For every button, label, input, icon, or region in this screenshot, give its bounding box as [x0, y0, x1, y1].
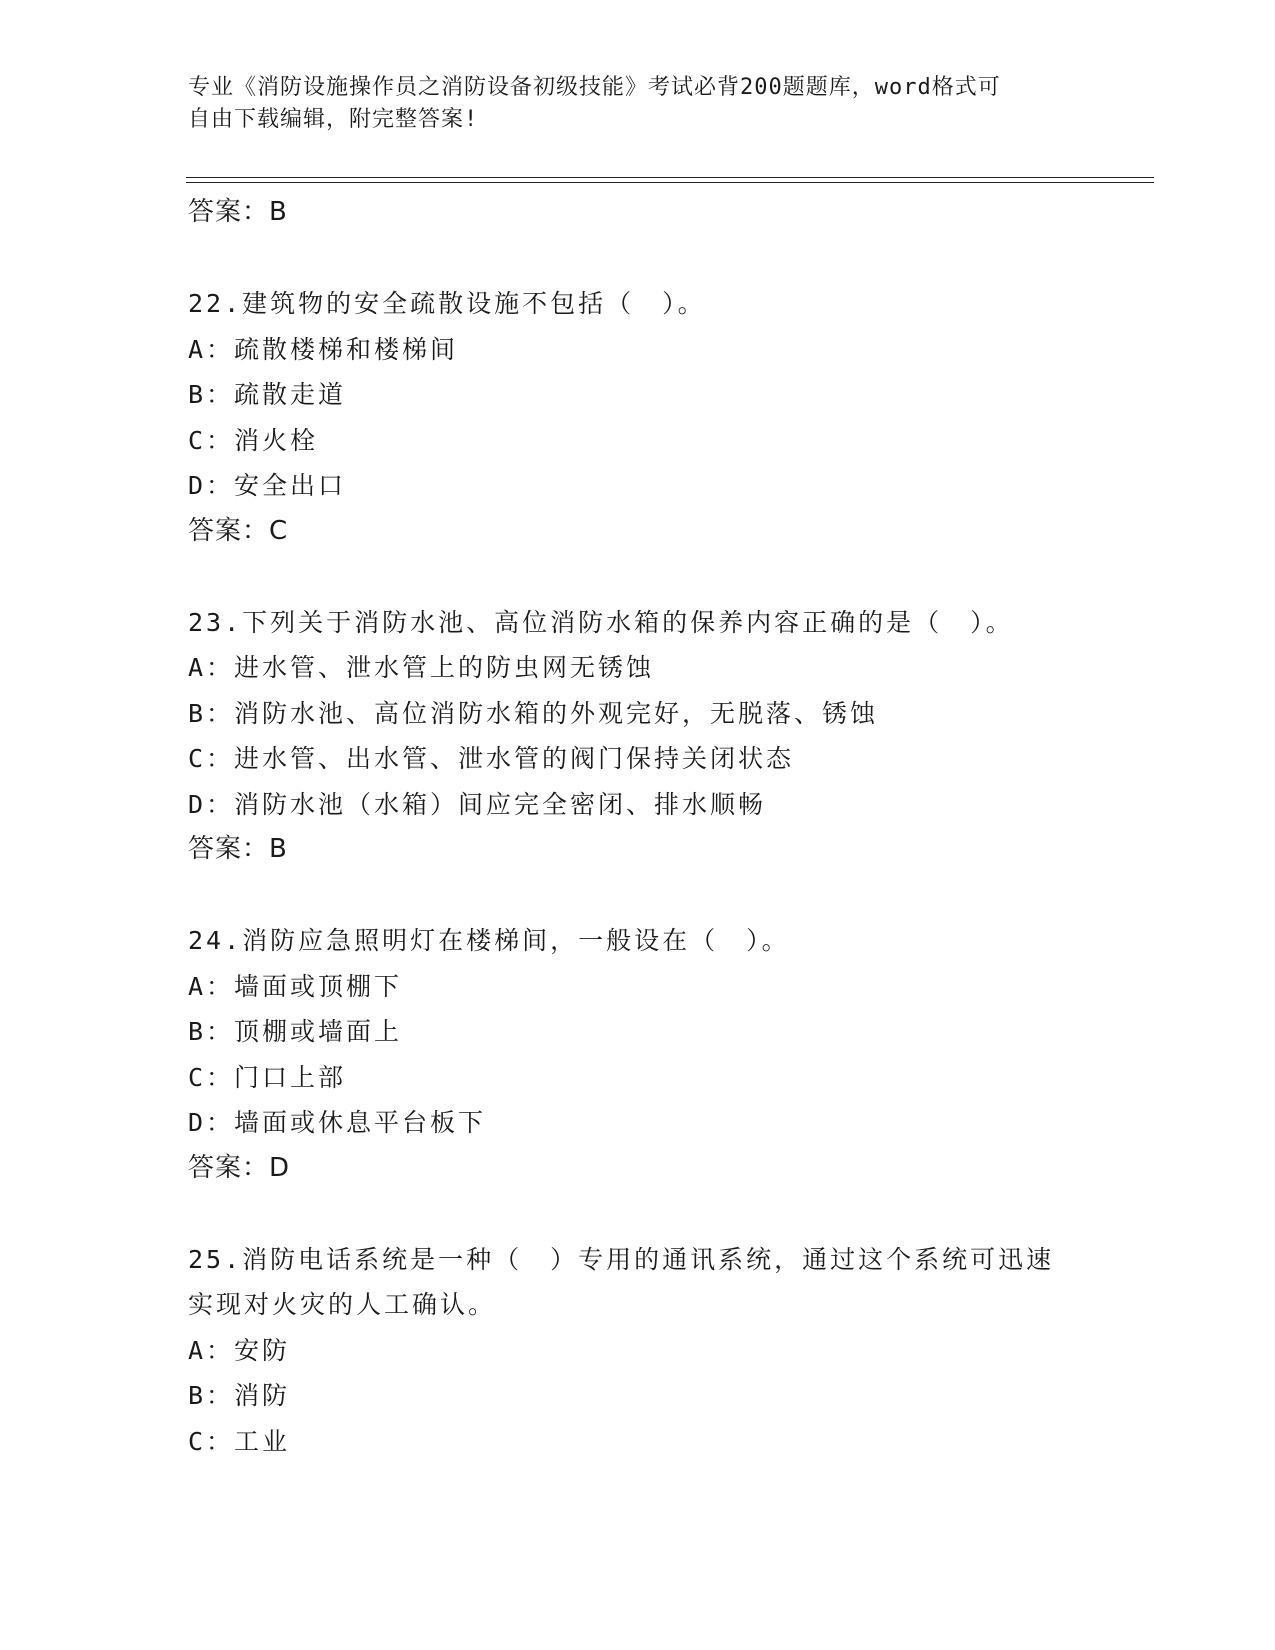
- question-25-option-b: B：消防: [188, 1381, 291, 1410]
- question-list: [188, 190, 1088, 1464]
- question-23-option-d: D：消防水池（水箱）间应完全密闭、排水顺畅: [188, 789, 767, 819]
- header-rule-top: [186, 177, 1154, 178]
- question-25-option-a: A：安防: [188, 1335, 291, 1365]
- question-25: [188, 1237, 1088, 1465]
- question-22-option-b: B：疏散走道: [188, 380, 347, 409]
- question-25-text-line-2: 实现对火灾的人工确认。: [188, 1290, 497, 1319]
- question-24-option-b: B：顶棚或墙面上: [188, 1017, 403, 1046]
- question-24-text: 24.消防应急照明灯在楼梯间，一般设在（ ）。: [188, 926, 790, 955]
- header-rule-bottom: [186, 182, 1154, 183]
- question-24-option-a: A：墙面或顶棚下: [188, 971, 403, 1001]
- question-22-option-c: C：消火栓: [188, 425, 319, 455]
- question-25-text-line-1: 25.消防电话系统是一种（ ）专用的通讯系统，通过这个系统可迅速: [188, 1244, 1055, 1274]
- document-header: [188, 72, 1088, 136]
- question-24-option-c: C：门口上部: [188, 1062, 347, 1092]
- question-22-text: 22.建筑物的安全疏散设施不包括（ ）。: [188, 289, 706, 318]
- question-25-option-c: C：工业: [188, 1426, 291, 1456]
- spacer: [188, 873, 1088, 919]
- question-22-answer: 答案：C: [188, 515, 289, 546]
- question-23-option-c: C：进水管、出水管、泄水管的阀门保持关闭状态: [188, 744, 795, 773]
- question-23-option-b: B：消防水池、高位消防水箱的外观完好，无脱落、锈蚀: [188, 698, 879, 728]
- question-22: [188, 281, 1088, 554]
- answer-21: 答案：B: [188, 197, 288, 227]
- spacer: [188, 554, 1088, 600]
- question-23-answer: 答案：B: [188, 834, 288, 864]
- question-22-option-d: D：安全出口: [188, 471, 347, 500]
- question-24-answer: 答案：D: [188, 1152, 291, 1183]
- question-23-text: 23.下列关于消防水池、高位消防水箱的保养内容正确的是（ ）。: [188, 607, 1014, 637]
- header-line-2: 自由下载编辑，附完整答案!: [188, 107, 479, 132]
- spacer: [188, 1191, 1088, 1237]
- question-23: [188, 600, 1088, 873]
- question-22-option-a: A：疏散楼梯和楼梯间: [188, 334, 459, 364]
- question-24-option-d: D：墙面或休息平台板下: [188, 1108, 487, 1137]
- spacer: [188, 236, 1088, 282]
- question-23-option-a: A：进水管、泄水管上的防虫网无锈蚀: [188, 653, 655, 682]
- question-24: [188, 918, 1088, 1191]
- header-line-1: 专业《消防设施操作员之消防设备初级技能》考试必背200题题库，word格式可: [188, 75, 1001, 100]
